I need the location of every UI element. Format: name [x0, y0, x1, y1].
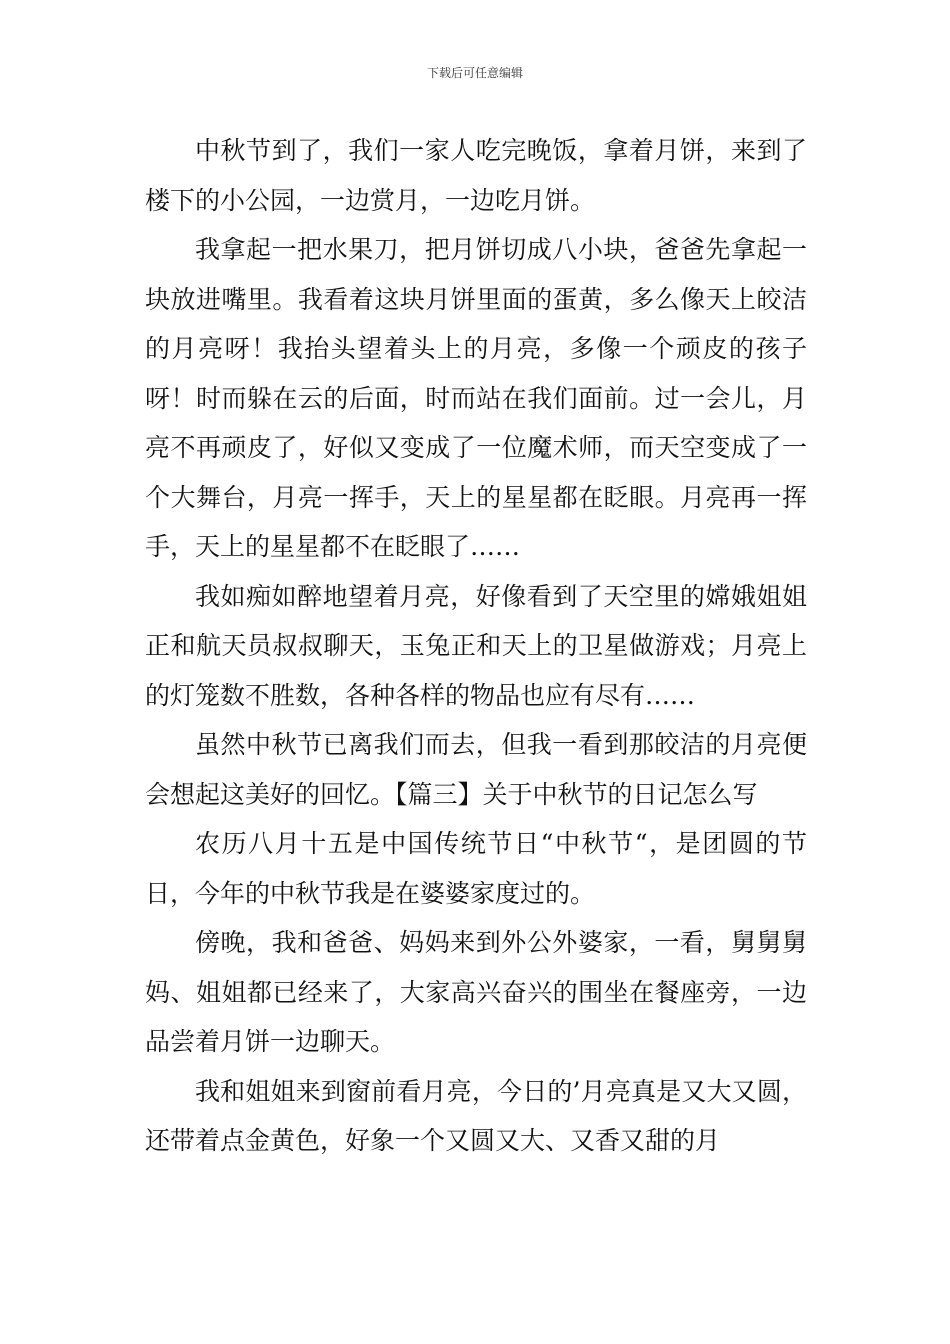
paragraph-4: 虽然中秋节已离我们而去，但我一看到那皎洁的月亮便会想起这美好的回忆。【篇三】关于中秋节的日记怎么写 — [145, 730, 807, 809]
paragraph-7: 我和姐姐来到窗前看月亮，今日的’月亮真是又大又圆，还带着点金黄色，好象一个又圆又大、又香又甜的月 — [145, 1076, 807, 1155]
page-header: 下载后可任意编辑 — [426, 66, 523, 80]
paragraph-3: 我如痴如醉地望着月亮，好像看到了天空里的嫦娥姐姐正和航天员叔叔聊天，玉兔正和天上的卫星做游戏；月亮上的灯笼数不胜数，各种各样的物品也应有尽有…… — [145, 581, 807, 710]
paragraph-2: 我拿起一把水果刀，把月饼切成八小块，爸爸先拿起一块放进嘴里。我看着这块月饼里面的蛋黄，多么像天上皎洁的月亮呀！我抬头望着头上的月亮，多像一个顽皮的孩子呀！时而躲在云的后面，时而站在我们面前。过一会儿，月亮不再顽皮了，好似又变成了一位魔术师，而天空变成了一个大舞台，月亮一挥手，天上的星星都在眨眼。月亮再一挥手，天上的星星都不在眨眼了…… — [145, 235, 807, 561]
paragraph-5: 农历八月十五是中国传统节日“中秋节“，是团圆的节日，今年的中秋节我是在婆婆家度过的。 — [145, 829, 807, 908]
paragraph-6: 傍晚，我和爸爸、妈妈来到外公外婆家，一看，舅舅舅妈、姐姐都已经来了，大家高兴奋兴的围坐在餐座旁，一边品尝着月饼一边聊天。 — [145, 928, 807, 1056]
paragraph-1: 中秋节到了，我们一家人吃完晚饭，拿着月饼，来到了楼下的小公园，一边赏月，一边吃月饼。 — [145, 136, 807, 215]
document-body — [145, 126, 807, 1166]
